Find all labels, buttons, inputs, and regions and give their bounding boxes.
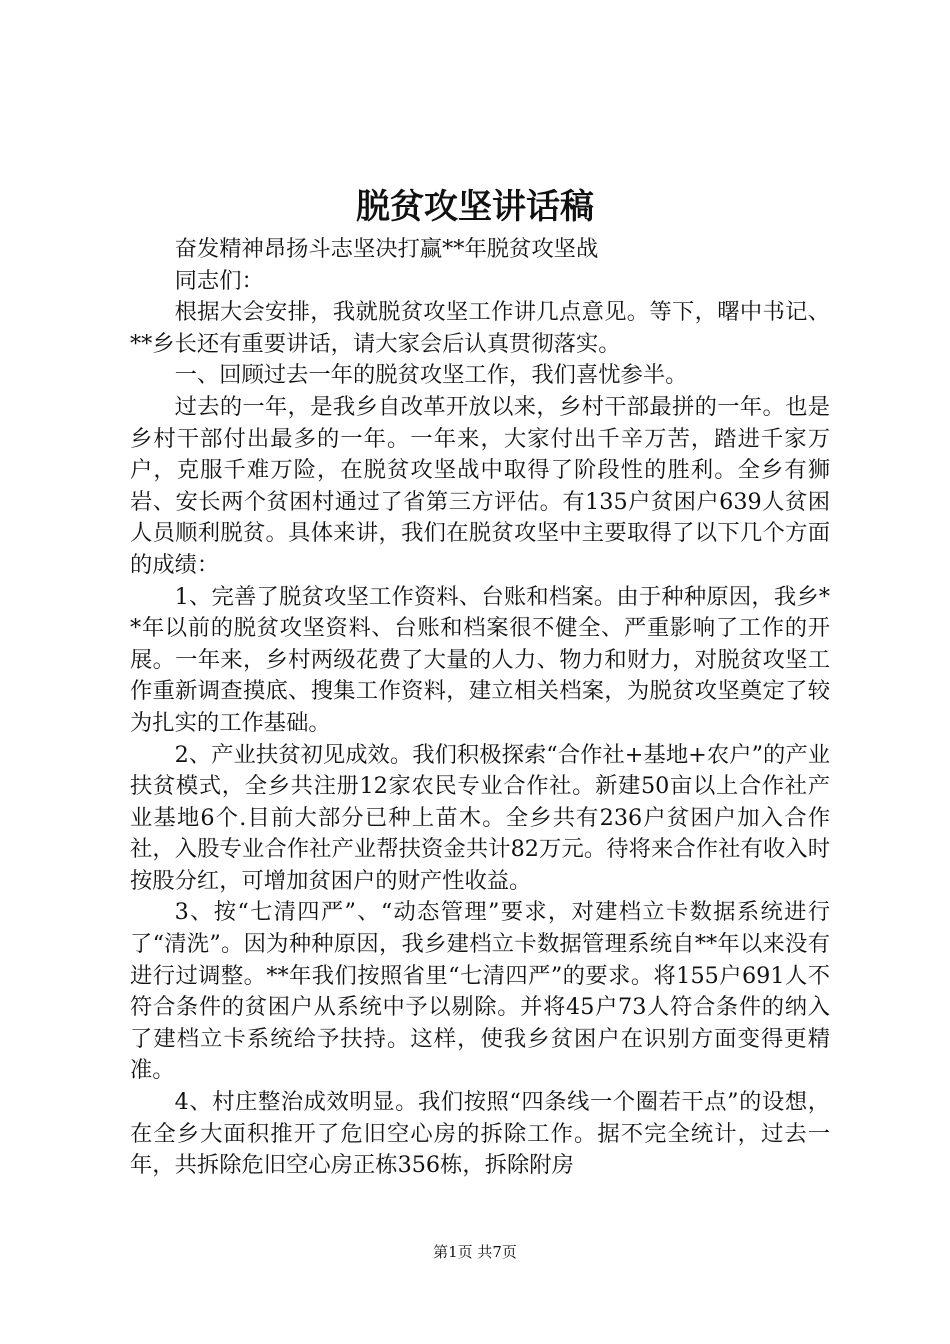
paragraph-subtitle: 奋发精神昂扬斗志坚决打赢**年脱贫攻坚战 bbox=[174, 236, 599, 262]
page-footer bbox=[0, 1240, 950, 1264]
paragraph-item-3: 3、按“七清四严”、“动态管理”要求，对建档立卡数据系统进行了“清洗”。因为种种原因，我乡建档立卡数据管理系统自**年以来没有进行过调整。**年我们按照省里“七清四严”的要求。将155户691人不符合条件的贫困户从系统中予以剔除。并将45户73人符合条件的纳入了建档立卡系统给予扶持。这样，使我乡贫困户在识别方面变得更精准。 bbox=[130, 899, 830, 1084]
page-total: 共7页 bbox=[477, 1243, 517, 1261]
document-body bbox=[130, 234, 830, 1182]
paragraph-review: 过去的一年，是我乡自改革开放以来，乡村干部最拼的一年。也是乡村干部付出最多的一年。一年来，大家付出千辛万苦，踏进千家万户，克服千难万险，在脱贫攻坚战中取得了阶段性的胜利。全乡有狮岩、安长两个贫困村通过了省第三方评估。有135户贫困户639人贫困人员顺利脱贫。具体来讲，我们在脱贫攻坚中主要取得了以下几个方面的成绩： bbox=[130, 393, 830, 578]
paragraph-section-heading: 一、回顾过去一年的脱贫攻坚工作，我们喜忧参半。 bbox=[174, 362, 688, 389]
paragraph-intro: 根据大会安排，我就脱贫攻坚工作讲几点意见。等下，曙中书记、**乡长还有重要讲话，请大家会后认真贯彻落实。 bbox=[130, 299, 830, 357]
document-title: 脱贫攻坚讲话稿 bbox=[356, 187, 594, 227]
paragraph-item-2: 2、产业扶贫初见成效。我们积极探索“合作社+基地+农户”的产业扶贫模式，全乡共注册12家农民专业合作社。新建50亩以上合作社产业基地6个.目前大部分已种上苗木。全乡共有236户贫困户加入合作社，入股专业合作社产业帮扶资金共计82万元。待将来合作社有收入时按股分红，可增加贫困户的财产性收益。 bbox=[130, 741, 830, 894]
page-number: 第1页 bbox=[433, 1243, 473, 1261]
paragraph-item-1: 1、完善了脱贫攻坚工作资料、台账和档案。由于种种原因，我乡**年以前的脱贫攻坚资料、台账和档案很不健全、严重影响了工作的开展。一年来，乡村两级花费了大量的人力、物力和财力，对脱贫攻坚工作重新调查摸底、搜集工作资料，建立相关档案，为脱贫攻坚奠定了较为扎实的工作基础。 bbox=[130, 583, 830, 736]
paragraph-salutation: 同志们： bbox=[174, 267, 264, 294]
paragraph-item-4: 4、村庄整治成效明显。我们按照“四条线一个圈若干点”的设想，在全乡大面积推开了危旧空心房的拆除工作。据不完全统计，过去一年，共拆除危旧空心房正栋356栋，拆除附房 bbox=[130, 1089, 830, 1179]
